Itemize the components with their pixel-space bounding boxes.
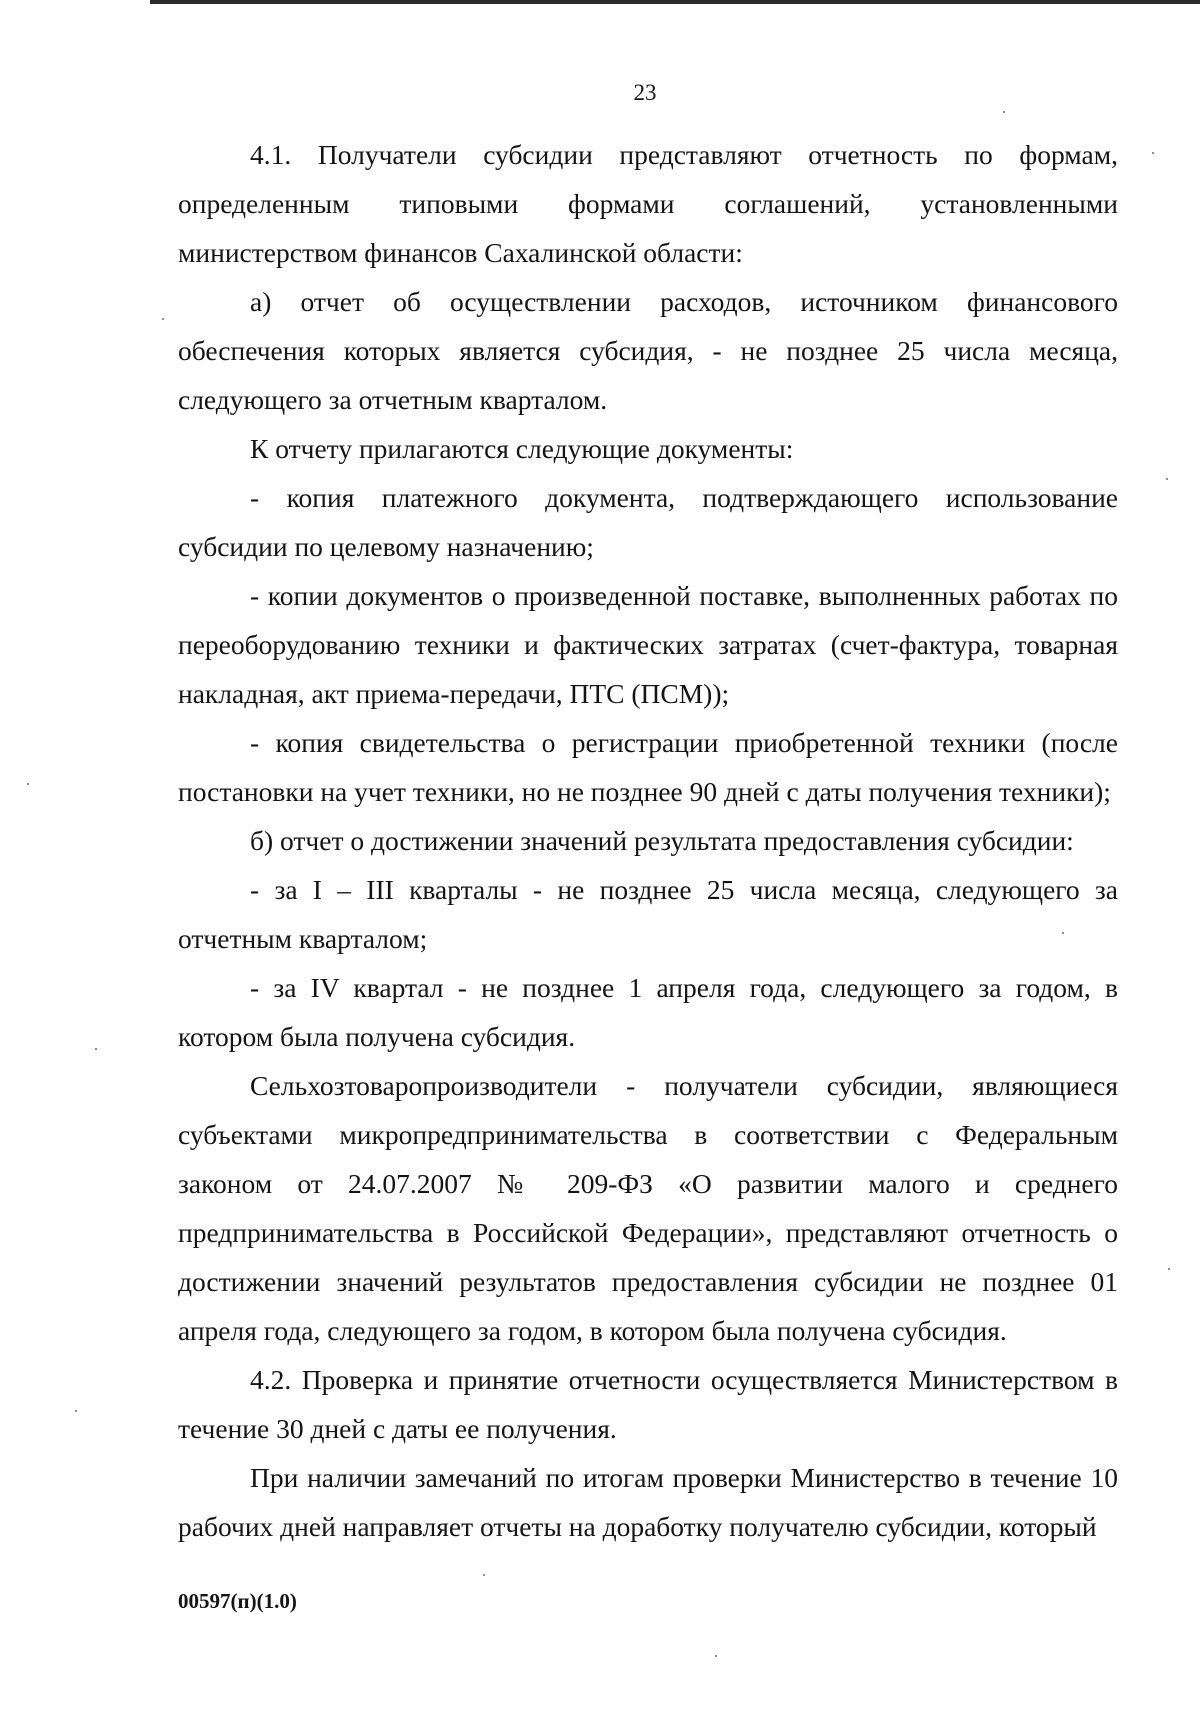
scan-speck — [27, 783, 29, 785]
page-number: 23 — [633, 80, 657, 105]
scan-speck — [95, 1048, 97, 1050]
list-item-quarter-4: - за IV квартал - не позднее 1 апреля года, следующего за годом, в котором была получена субсидия. — [178, 972, 1118, 1052]
scan-speck — [1152, 152, 1154, 154]
scan-top-edge — [150, 0, 1200, 4]
document-code: 00597(п)(1.0) — [178, 1589, 297, 1613]
paragraph-micro-enterprises: Сельхозтоваропроизводители - получатели субсидии, являющиеся субъектами микропредпринимательства в соответствии с Федеральным законом от 24.07.2007 № 209-ФЗ «О развитии малого и среднего предпринимательства в Российской Федерации», представляют отчетность о достижении значений результатов предоставления субсидии не позднее 01 апреля года, следующего за годом, в котором была получена субсидия. — [178, 1070, 1118, 1346]
list-item-delivery-documents: - копии документов о произведенной поставке, выполненных работах по переоборудованию техники и фактических затратах (счет-фактура, товарная накладная, акт приема-передачи, ПТС (ПСМ)); — [178, 580, 1118, 709]
list-item-registration-certificate: - копия свидетельства о регистрации приобретенной техники (после постановки на учет техники, но не позднее 90 дней с даты получения техники); — [178, 727, 1118, 807]
paragraph-4-2: 4.2. Проверка и принятие отчетности осуществляется Министерством в течение 30 дней с даты ее получения. — [178, 1364, 1118, 1444]
paragraph-b-report-results: б) отчет о достижении значений результата предоставления субсидии: — [250, 825, 1074, 856]
scan-speck — [1003, 111, 1005, 113]
paragraph-remarks: При наличии замечаний по итогам проверки Министерство в течение 10 рабочих дней направляет отчеты на доработку получателю субсидии, который — [178, 1462, 1118, 1542]
list-item-quarters-1-3: - за I – III кварталы - не позднее 25 числа месяца, следующего за отчетным кварталом; — [178, 874, 1118, 954]
scan-speck — [162, 318, 164, 320]
scan-speck — [483, 1574, 485, 1576]
list-item-payment-document: - копия платежного документа, подтверждающего использование субсидии по целевому назначению; — [178, 482, 1118, 562]
document-body — [178, 130, 1118, 1551]
scan-speck — [1168, 1268, 1170, 1270]
scan-speck — [1062, 932, 1064, 934]
paragraph-4-1: 4.1. Получатели субсидии представляют отчетность по формам, определенным типовыми формами соглашений, установленными министерством финансов Сахалинской области: — [178, 139, 1118, 268]
paragraph-attached-documents: К отчету прилагаются следующие документы: — [250, 433, 794, 464]
scan-speck — [75, 1410, 77, 1412]
scan-speck — [1166, 478, 1168, 480]
scan-speck — [715, 1655, 717, 1657]
paragraph-a-report-expenses: а) отчет об осуществлении расходов, источником финансового обеспечения которых является субсидия, - не позднее 25 числа месяца, следующего за отчетным кварталом. — [178, 286, 1118, 415]
